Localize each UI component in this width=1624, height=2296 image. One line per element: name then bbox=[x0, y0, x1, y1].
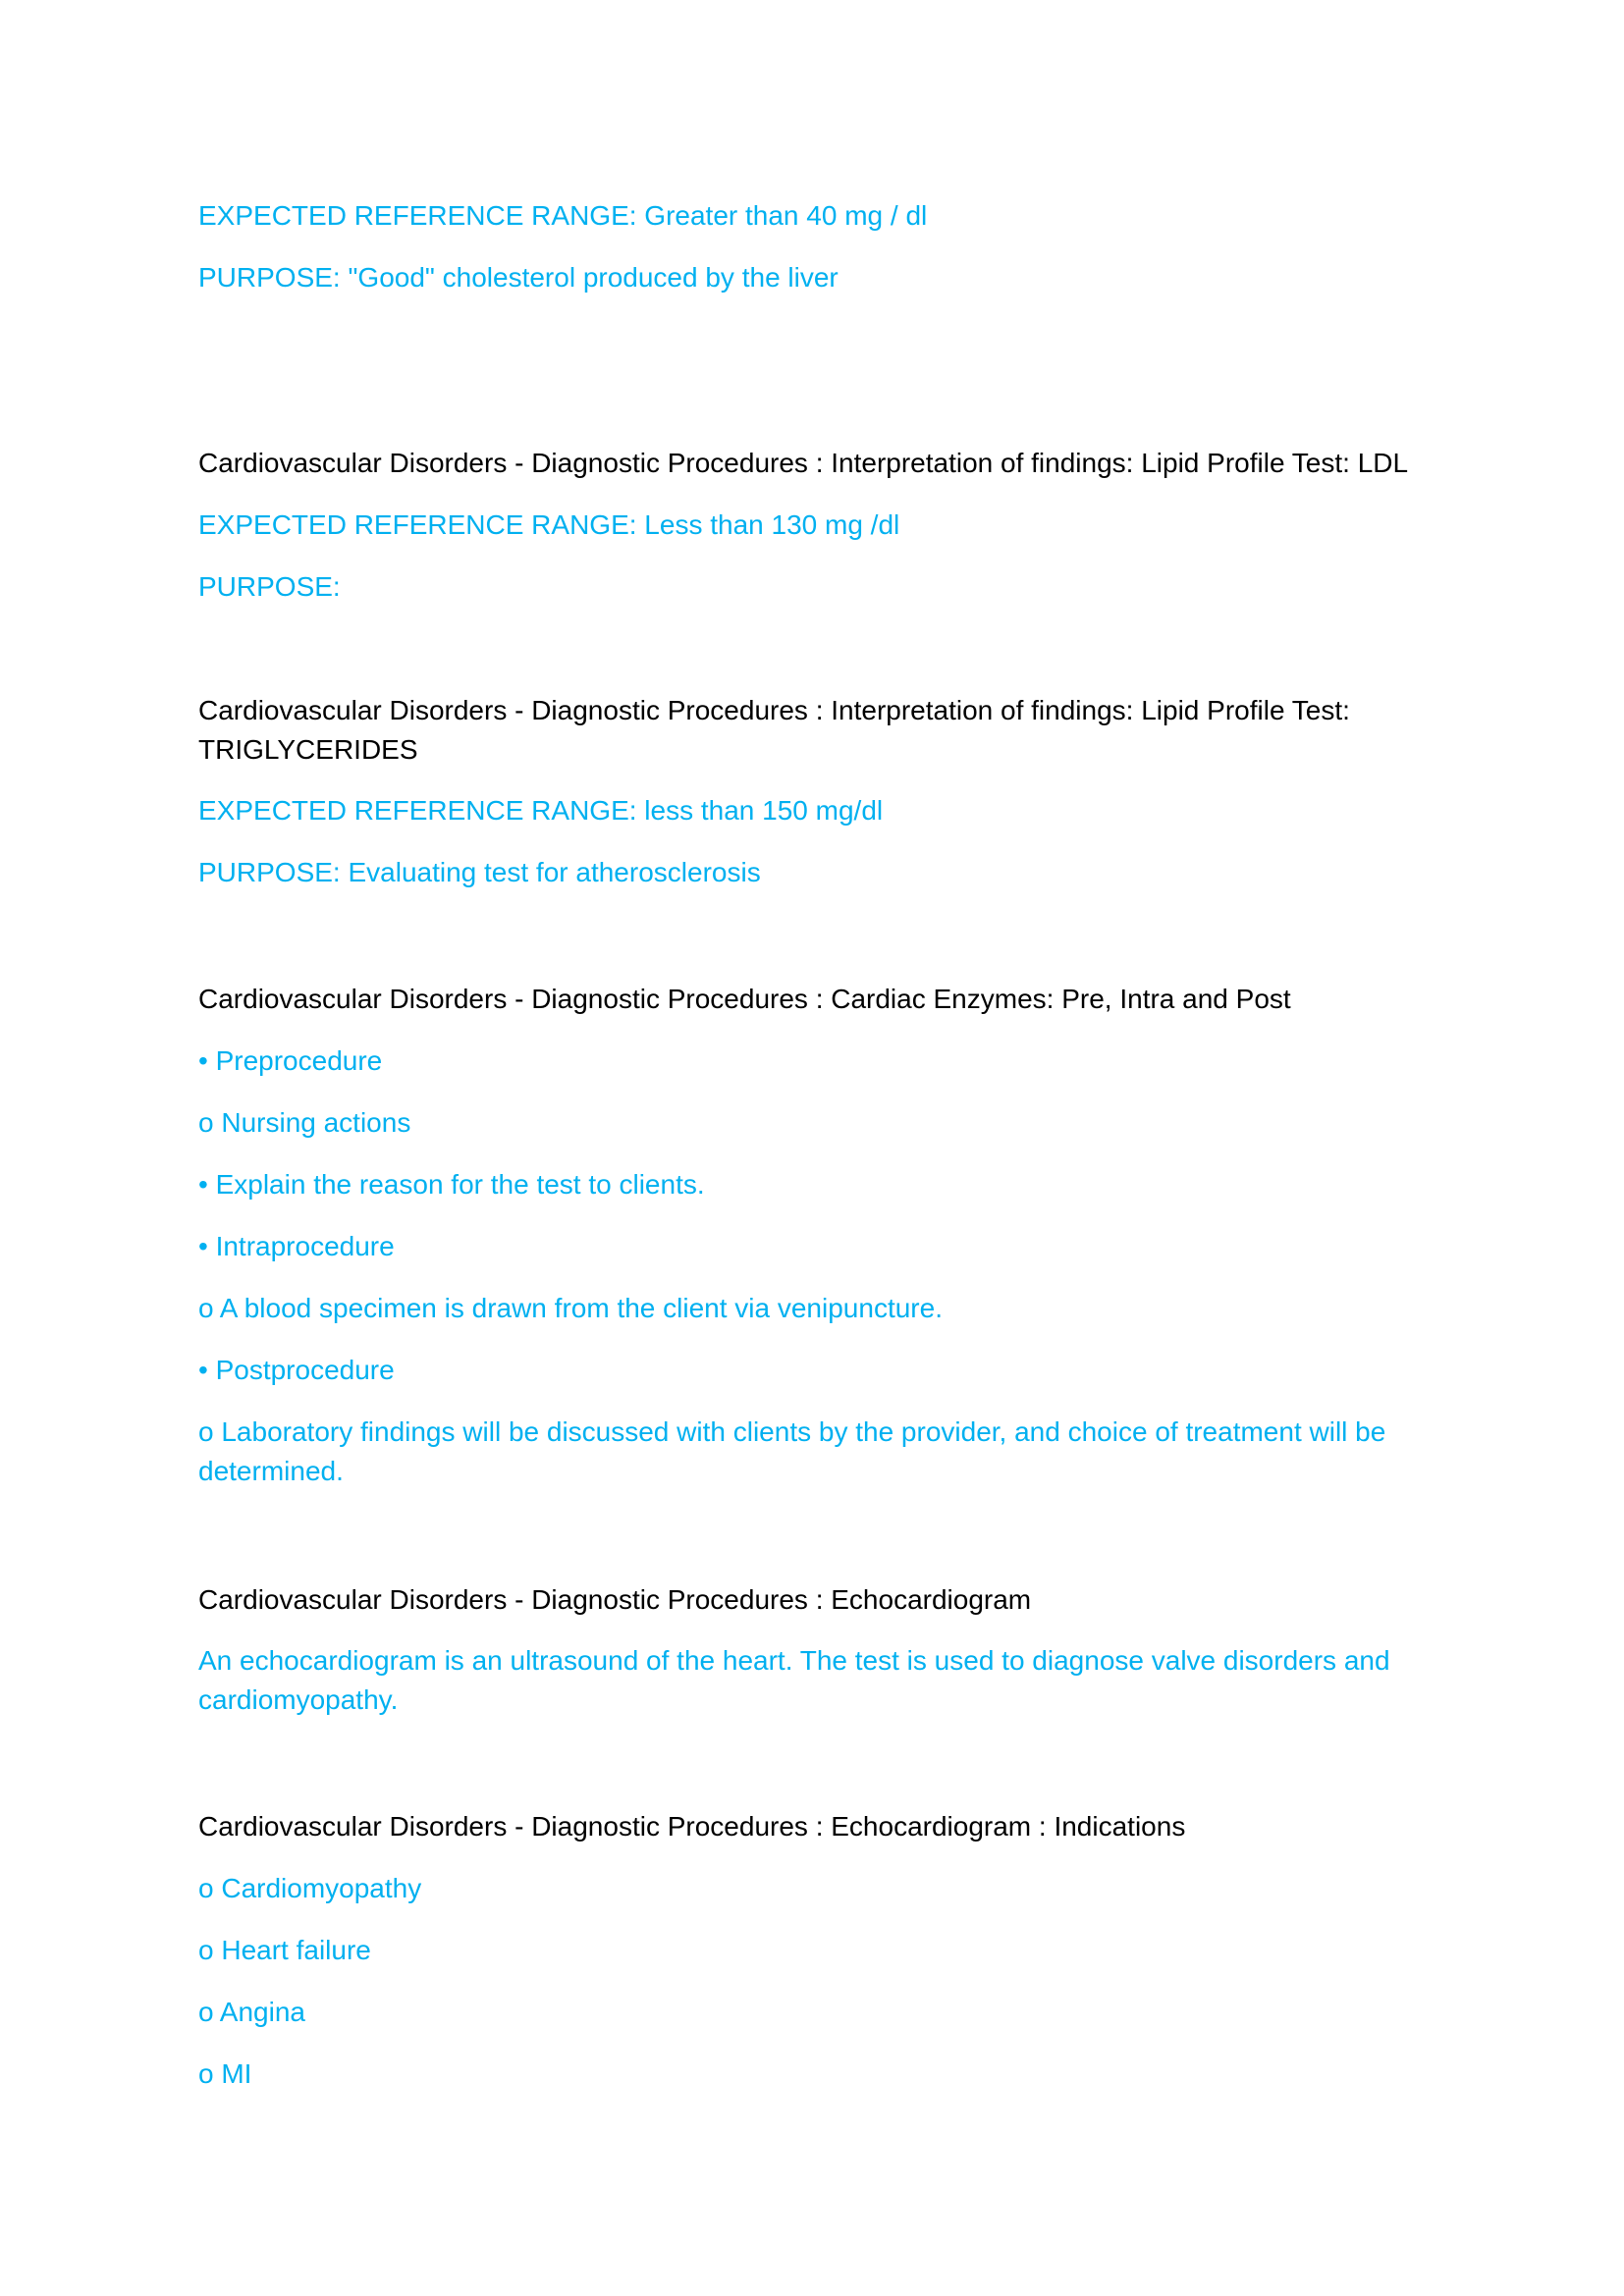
triglycerides-purpose: PURPOSE: Evaluating test for atherosclerosis bbox=[198, 857, 761, 887]
list-item: o MI bbox=[198, 2058, 252, 2089]
triglycerides-range: EXPECTED REFERENCE RANGE: less than 150 mg/dl bbox=[198, 795, 884, 826]
triglycerides-heading: Cardiovascular Disorders - Diagnostic Procedures : Interpretation of findings: Lipid Profile Test: TRIGLYCERIDES bbox=[198, 695, 1350, 765]
list-item: • Postprocedure bbox=[198, 1355, 395, 1385]
list-item: o Laboratory findings will be discussed with clients by the provider, and choice of treatment will be determined. bbox=[198, 1416, 1386, 1486]
echo-indications-heading: Cardiovascular Disorders - Diagnostic Procedures : Echocardiogram : Indications bbox=[198, 1811, 1186, 1842]
echo-heading: Cardiovascular Disorders - Diagnostic Procedures : Echocardiogram bbox=[198, 1584, 1032, 1615]
list-item: o Nursing actions bbox=[198, 1107, 411, 1138]
list-item: o Heart failure bbox=[198, 1935, 371, 1965]
list-item: o Cardiomyopathy bbox=[198, 1873, 422, 1903]
list-item: o A blood specimen is drawn from the client via venipuncture. bbox=[198, 1293, 943, 1323]
ldl-purpose: PURPOSE: bbox=[198, 571, 341, 602]
ldl-range: EXPECTED REFERENCE RANGE: Less than 130 mg /dl bbox=[198, 509, 900, 540]
hdl-purpose: PURPOSE: "Good" cholesterol produced by the liver bbox=[198, 262, 839, 293]
enzymes-heading: Cardiovascular Disorders - Diagnostic Procedures : Cardiac Enzymes: Pre, Intra and Post bbox=[198, 984, 1291, 1014]
list-item: • Preprocedure bbox=[198, 1045, 383, 1076]
list-item: • Intraprocedure bbox=[198, 1231, 395, 1261]
list-item: o Angina bbox=[198, 1997, 305, 2027]
echo-description: An echocardiogram is an ultrasound of the heart. The test is used to diagnose valve disorders and cardiomyopathy. bbox=[198, 1645, 1390, 1715]
ldl-heading: Cardiovascular Disorders - Diagnostic Procedures : Interpretation of findings: Lipid Profile Test: LDL bbox=[198, 448, 1409, 478]
hdl-range: EXPECTED REFERENCE RANGE: Greater than 40 mg / dl bbox=[198, 200, 928, 231]
list-item: • Explain the reason for the test to clients. bbox=[198, 1169, 705, 1200]
